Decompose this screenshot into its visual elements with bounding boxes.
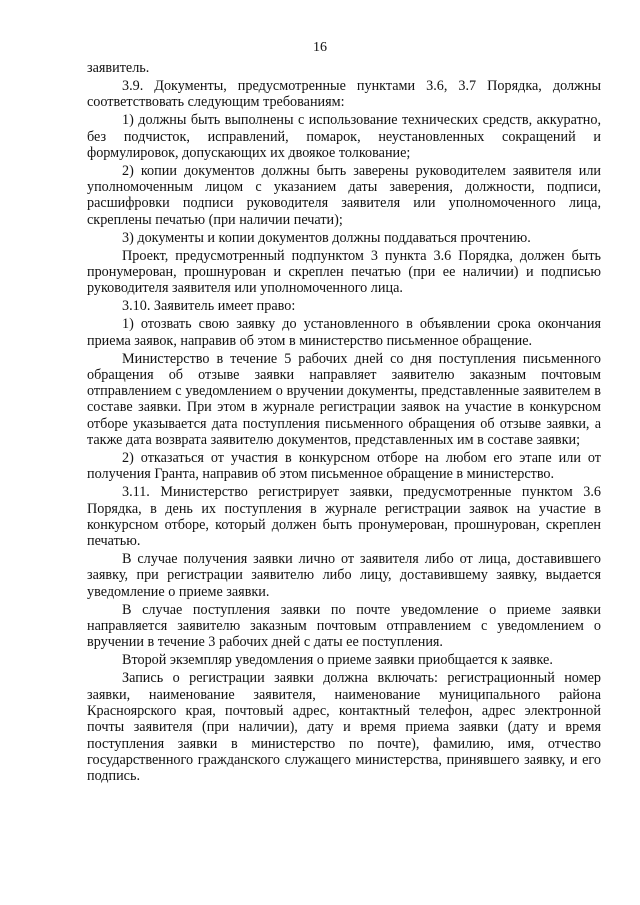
paragraph-3-10-item-2: 2) отказаться от участия в конкурсном отборе на любом его этапе или от получения Гранта, направив об этом письменное обращение в министерство. — [87, 450, 601, 483]
page-number: 16 — [313, 40, 327, 55]
paragraph-continuation: заявитель. — [87, 60, 150, 76]
paragraph-3-9-item-1: 1) должны быть выполнены с использование технических средств, аккуратно, без подчисток, исправлений, помарок, неустановленных сокращений и формулировок, допускающих их двоякое толкование; — [87, 112, 601, 161]
paragraph-registration-record: Запись о регистрации заявки должна включать: регистрационный номер заявки, наименование заявителя, наименование муниципального района Красноярского края, почтовый адрес, контактный телефон, адрес электронной почты заявителя (при наличии), дату и время приема заявки (дату и время поступления заявки в министерство по почте), фамилию, имя, отчество государственного гражданского служащего министерства, принявшего заявку, и его подпись. — [87, 670, 601, 785]
paragraph-3-9-item-3: 3) документы и копии документов должны поддаваться прочтению. — [122, 229, 531, 246]
document-body — [87, 60, 601, 786]
paragraph-second-copy: Второй экземпляр уведомления о приеме заявки приобщается к заявке. — [122, 652, 553, 669]
paragraph-3-9-item-2: 2) копии документов должны быть заверены руководителем заявителя или уполномоченным лицом с указанием даты заверения, должности, подписи, расшифровки подписи руководителя заявителя или уполномоченного лица, скреплены печатью (при наличии печати); — [87, 162, 601, 228]
paragraph-project: Проект, предусмотренный подпунктом 3 пункта 3.6 Порядка, должен быть пронумерован, прошнурован и скреплен печатью (при ее наличии) и подписью руководителя заявителя или уполномоченного лица. — [87, 247, 601, 297]
paragraph-3-10: 3.10. Заявитель имеет право: — [122, 298, 296, 315]
paragraph-ministry-return: Министерство в течение 5 рабочих дней со дня поступления письменного обращения об отзыве заявки направляет заявителю заказным почтовым отправлением с уведомлением о вручении документы, представленные заявителем в составе заявки. При этом в журнале регистрации заявок на участие в конкурсном отборе указывается дата поступления письменного обращения об отзыве заявки, а также дата возврата заявителю документов, представленных им в составе заявки; — [87, 350, 601, 449]
paragraph-personal-delivery: В случае получения заявки лично от заявителя либо от лица, доставившего заявку, при регистрации заявителю либо лицу, доставившему заявку, выдается уведомление о приеме заявки. — [87, 551, 601, 600]
paragraph-3-9: 3.9. Документы, предусмотренные пунктами 3.6, 3.7 Порядка, должны соответствовать следующим требованиям: — [87, 77, 601, 111]
paragraph-postal-delivery: В случае поступления заявки по почте уведомление о приеме заявки направляется заявителю заказным почтовым отправлением с уведомлением о вручении в течение 3 рабочих дней с даты ее поступления. — [87, 601, 601, 651]
paragraph-3-11: 3.11. Министерство регистрирует заявки, предусмотренные пунктом 3.6 Порядка, в день их поступления в журнале регистрации заявок на участие в конкурсном отборе, который должен быть пронумерован, прошнурован, скреплен печатью. — [87, 484, 601, 550]
paragraph-3-10-item-1: 1) отозвать свою заявку до установленного в объявлении срока окончания приема заявок, направив об этом в министерство письменное обращение. — [87, 316, 601, 349]
